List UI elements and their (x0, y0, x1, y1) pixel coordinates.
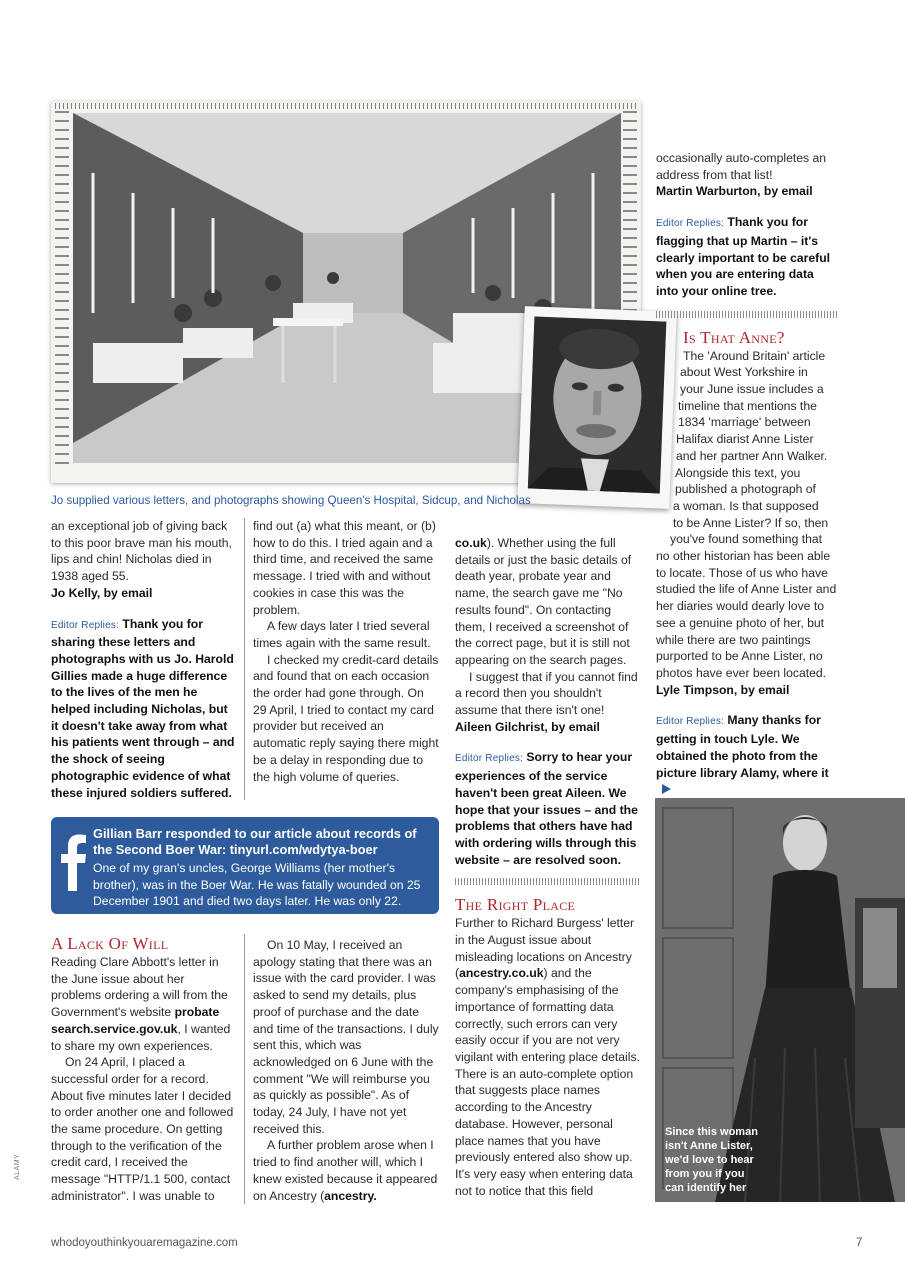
editor-replies-label: Editor Replies: (656, 716, 725, 728)
letter-text: an exceptional job of giving back to this poor brave man his mouth, lips and chin! Nicholas died in 1938 aged 55. (51, 519, 232, 584)
letter-text: ). Whether using the full details or just the basic details of death year, probate year and name, the search gave me "No results found". On contacting them, I received a screenshot of the correct page, but it is still not appearing on the search pages. (455, 536, 632, 667)
section-heading: A Lack Of Will (51, 934, 169, 953)
letter-text: I checked my credit-card details and found that on each occasion the order had gone through. On 29 April, I tried to contact my card provider but received an automatic reply saying there might be a delay in responding due to the high volume of queries. (253, 652, 439, 784)
link-text: ancestry. (324, 1188, 377, 1203)
facebook-comment-box (51, 817, 439, 914)
letter-text: find out (a) what this meant, or (b) how to do this. I tried again and a third time, and received the same message. I tried with and without cookies in case this was the problem. (253, 519, 436, 617)
section-heading: The Right Place (455, 895, 576, 915)
column-divider (244, 518, 245, 800)
facebook-comment-text: One of my gran's uncles, George Williams (her mother's brother), was in the Boer War. He was fatally wounded on 25 December 1901 and died two days later. He was only 22. (93, 861, 421, 908)
link-text: probate search.service.gov.uk (51, 1005, 220, 1036)
photo-caption: Jo supplied various letters, and photographs showing Queen's Hospital, Sidcup, and Nicholas (51, 494, 531, 507)
column-divider (244, 934, 245, 1204)
letter-text: Halifax diarist Anne Lister (676, 432, 814, 447)
column-1-top (51, 518, 237, 801)
letter-text: On 10 May, I received an apology stating that there was an issue with the card provider. I was asked to send my details, plus proof of purchase and the date and time of the transactions. I duly sent this, which was acknowledged on 6 June with the comment "We will reimburse you as quickly as possible". As of today, 24 July, I have not yet received this. (253, 938, 439, 1136)
letter-signature: Jo Kelly, by email (51, 585, 153, 600)
letter-text: A further problem arose when I tried to find another will, which I knew existed because it appeared on Ancestry ( (253, 1138, 438, 1203)
editor-reply-text: Thank you for sharing these letters and photographs with us Jo. Harold Gillies made a huge difference to the lives of the men he helped including Nicholas, but it doesn't take away from what his patients went through – and the shock of seeing photographic evidence of what these injured soldiers suffered. (51, 616, 235, 800)
editor-replies-label: Editor Replies: (51, 619, 120, 631)
letter-text: ) and the company's emphasising of the importance of formatting data correctly, such errors can very easily occur if you are not very vigilant with entering place details. There is an auto-complete option that suggests place names according to the Ancestry database. However, personal place names that you have previously entered also show up. It's very easy when entering data not to notice that this field (455, 966, 640, 1198)
editor-reply-text: Thank you for flagging that up Martin – it's clearly important to be careful when you are entering data into your online tree. (656, 215, 831, 298)
letter-text: Further to Richard Burgess' letter in the August issue about misleading locations on Ancestry ( (455, 916, 635, 981)
editor-replies-label: Editor Replies: (455, 753, 524, 765)
letter-text: you've found something that no other historian has been able to locate. Those of us who have studied the life of Anne Lister and her diaries would dearly love to see a genuine photo of her, but while there are two paintings purported to be Anne Lister, no photos have ever been located. (656, 532, 837, 680)
continue-arrow-icon (662, 784, 671, 794)
letter-text: I suggest that if you cannot find a record then you shouldn't assume that there isn't one! (455, 669, 638, 718)
section-divider (656, 311, 838, 318)
footer-url: whodoyouthinkyouaremagazine.com (51, 1237, 238, 1249)
woman-photo-caption: Since this woman isn't Anne Lister, we'd love to hear from you if you can identify her (665, 1126, 758, 1194)
editor-reply-text: Sorry to hear your experiences of the service haven't been great Aileen. We hope that your issues – and the problems that others have had with ordering wills through this website – are resolved soon. (455, 750, 638, 867)
nicholas-portrait-frame (517, 306, 676, 509)
section-divider (455, 878, 641, 885)
photo-credit: ALAMY (14, 1153, 21, 1180)
letter-signature: Lyle Timpson, by email (656, 682, 790, 697)
nicholas-portrait-photo (528, 317, 667, 494)
letter-text: 1834 'marriage' between (678, 415, 811, 430)
letter-text: Alongside this text, you (675, 465, 801, 480)
letter-text: timeline that mentions the (678, 398, 817, 413)
letter-text: your June issue includes a (680, 382, 824, 397)
letter-text: On 24 April, I placed a successful order for a record. About five minutes later I decided to order another one and followed the same procedure. On getting through to the verification of the credit card, I received the message "HTTP/1.1 500, contact administrator". I was unable to (51, 1055, 234, 1203)
ornamental-border-left (55, 111, 69, 465)
column-2-top (253, 518, 439, 785)
column-4 (656, 150, 838, 798)
link-text: ancestry.co.uk (459, 966, 544, 981)
editor-reply-text: Many thanks for getting in touch Lyle. We obtained the photo from the picture library Alamy, where it (656, 713, 829, 780)
column-2-bottom (253, 937, 439, 1204)
letter-text: and her partner Ann Walker. (676, 448, 828, 463)
link-text: co.uk (455, 536, 487, 550)
letter-signature: Martin Warburton, by email (656, 184, 813, 199)
section-heading: Is That Anne? (683, 327, 785, 347)
letter-text: occasionally auto-completes an address from that list! (656, 151, 827, 182)
column-3 (455, 535, 641, 1199)
letter-text: A few days later I tried several times again with the same result. (253, 619, 431, 650)
letter-text: about West Yorkshire in (680, 365, 808, 380)
letter-text: a woman. Is that supposed (673, 498, 819, 513)
letter-text: , I wanted to share my own experiences. (51, 1021, 231, 1053)
letter-text: Reading Clare Abbott's letter in the June issue about her problems ordering a will from the Government's website (51, 955, 228, 1020)
letter-text: to be Anne Lister? If so, then (673, 515, 829, 530)
facebook-headline: Gillian Barr responded to our article about records of the Second Boer War: tinyurl.com/wdytya-boer (93, 826, 417, 857)
letter-signature: Aileen Gilchrist, by email (455, 719, 600, 734)
page-number: 7 (856, 1237, 863, 1249)
ornamental-border-top (55, 103, 637, 109)
column-1-bottom (51, 934, 237, 1205)
letter-text: The 'Around Britain' article (683, 348, 826, 363)
editor-replies-label: Editor Replies: (656, 218, 725, 230)
letter-text: published a photograph of (675, 482, 816, 497)
